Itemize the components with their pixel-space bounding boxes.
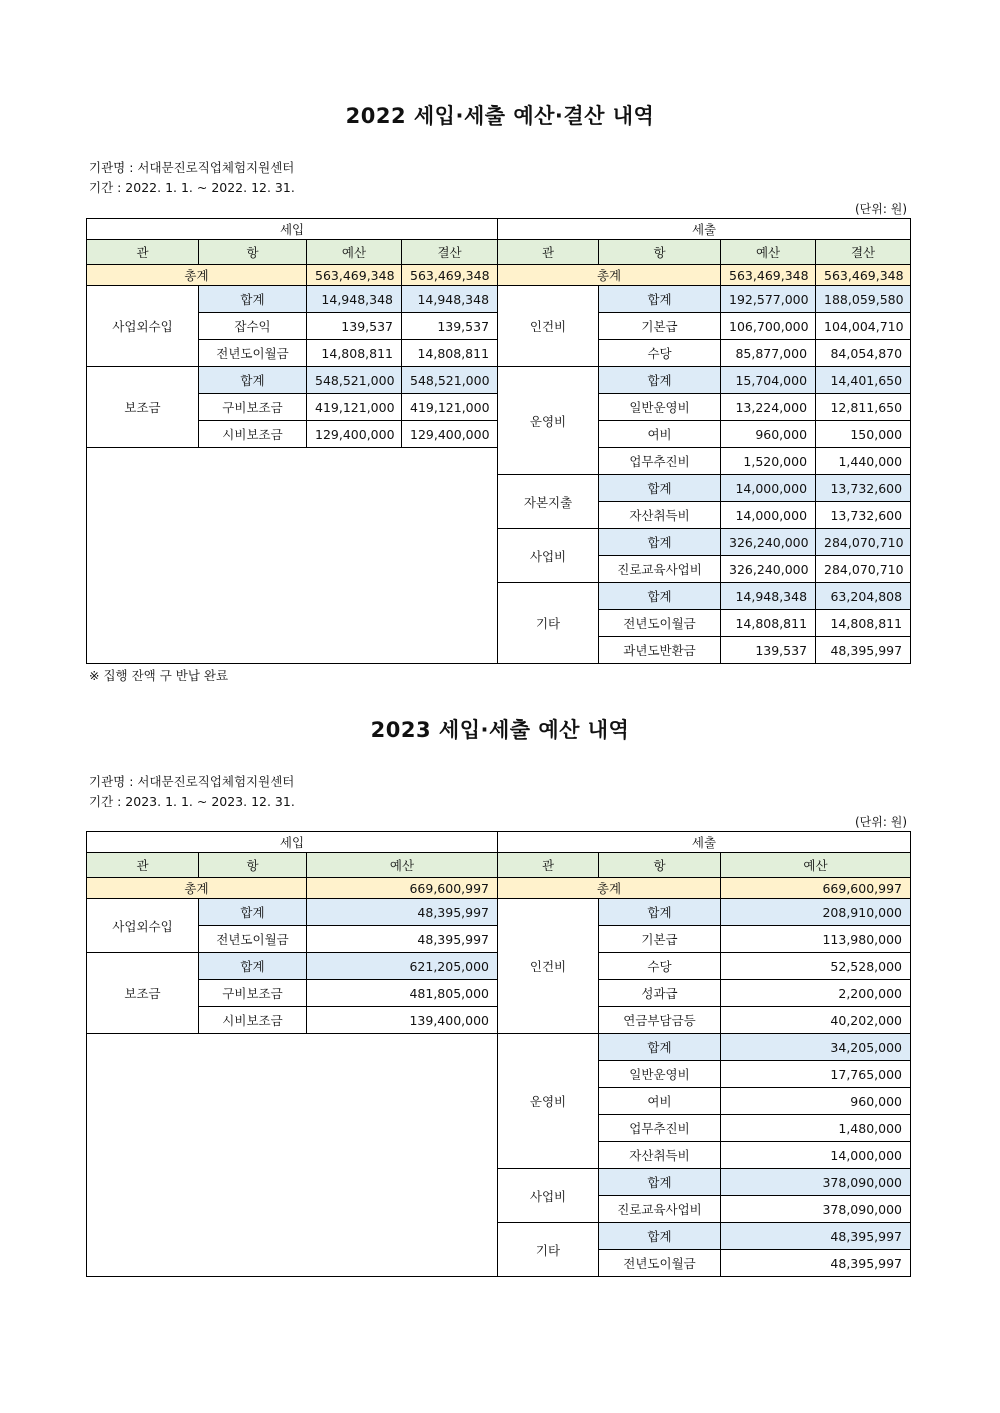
col-settlement: 결산 (816, 240, 911, 265)
exp-hang: 진로교육사업비 (599, 556, 721, 583)
col-hang: 항 (199, 240, 307, 265)
exp-settle: 284,070,710 (816, 556, 911, 583)
col-settlement: 결산 (402, 240, 498, 265)
col-gwan: 관 (498, 240, 599, 265)
exp-hang: 전년도이월금 (599, 610, 721, 637)
rev-settle: 14,948,348 (402, 286, 498, 313)
exp-budget: 14,000,000 (721, 475, 816, 502)
exp-hang: 합계 (599, 1034, 721, 1061)
exp-settle: 13,732,600 (816, 502, 911, 529)
budget-table-2023 (86, 831, 911, 1277)
exp-budget: 1,520,000 (721, 448, 816, 475)
col-gwan: 관 (87, 240, 199, 265)
rev-budget: 139,400,000 (307, 1007, 498, 1034)
exp-budget: 85,877,000 (721, 340, 816, 367)
header-row-top (87, 219, 911, 240)
exp-hang: 연금부담금등 (599, 1007, 721, 1034)
total-exp-budget: 669,600,997 (721, 878, 911, 899)
rev-budget: 621,205,000 (307, 953, 498, 980)
exp-hang: 합계 (599, 286, 721, 313)
rev-budget: 129,400,000 (307, 421, 402, 448)
rev-hang: 시비보조금 (199, 421, 307, 448)
col-gwan: 관 (87, 853, 199, 878)
total-label: 총계 (87, 265, 307, 286)
rev-settle: 129,400,000 (402, 421, 498, 448)
exp-gwan: 인건비 (498, 899, 599, 1034)
exp-budget: 13,224,000 (721, 394, 816, 421)
exp-hang: 일반운영비 (599, 394, 721, 421)
exp-settle: 14,808,811 (816, 610, 911, 637)
exp-gwan: 사업비 (498, 529, 599, 583)
col-budget: 예산 (307, 240, 402, 265)
exp-settle: 84,054,870 (816, 340, 911, 367)
rev-gwan: 사업외수입 (87, 899, 199, 953)
total-exp-budget: 563,469,348 (721, 265, 816, 286)
exp-budget: 52,528,000 (721, 953, 911, 980)
total-label: 총계 (87, 878, 307, 899)
exp-settle: 188,059,580 (816, 286, 911, 313)
meta-2023 (89, 772, 295, 812)
rev-settle: 419,121,000 (402, 394, 498, 421)
rev-hang: 전년도이월금 (199, 340, 307, 367)
revenue-header: 세입 (87, 219, 498, 240)
exp-budget: 2,200,000 (721, 980, 911, 1007)
total-rev-settle: 563,469,348 (402, 265, 498, 286)
rev-gwan: 보조금 (87, 953, 199, 1034)
rev-gwan: 사업외수입 (87, 286, 199, 367)
rev-budget: 548,521,000 (307, 367, 402, 394)
budget-table-2022 (86, 218, 911, 664)
exp-budget: 106,700,000 (721, 313, 816, 340)
exp-gwan: 기타 (498, 583, 599, 664)
table-row (87, 899, 911, 926)
rev-hang: 합계 (199, 286, 307, 313)
empty-revenue-area (87, 1034, 498, 1277)
exp-hang: 합계 (599, 583, 721, 610)
exp-gwan: 기타 (498, 1223, 599, 1277)
exp-settle: 48,395,997 (816, 637, 911, 664)
exp-budget: 15,704,000 (721, 367, 816, 394)
unit-label-2023: (단위: 원) (855, 815, 907, 829)
exp-budget: 326,240,000 (721, 556, 816, 583)
table-row (87, 286, 911, 313)
rev-budget: 14,808,811 (307, 340, 402, 367)
exp-hang: 합계 (599, 899, 721, 926)
unit-label-2022: (단위: 원) (855, 202, 907, 216)
exp-settle: 104,004,710 (816, 313, 911, 340)
empty-revenue-area (87, 448, 498, 664)
exp-budget: 1,480,000 (721, 1115, 911, 1142)
table-row (87, 1034, 911, 1061)
rev-hang: 잡수익 (199, 313, 307, 340)
exp-hang: 합계 (599, 367, 721, 394)
col-budget: 예산 (721, 853, 911, 878)
exp-hang: 기본급 (599, 313, 721, 340)
exp-settle: 150,000 (816, 421, 911, 448)
title-2022: 2022 세입·세출 예산·결산 내역 (345, 104, 655, 128)
exp-gwan: 자본지출 (498, 475, 599, 529)
rev-hang: 구비보조금 (199, 980, 307, 1007)
revenue-header: 세입 (87, 832, 498, 853)
exp-settle: 14,401,650 (816, 367, 911, 394)
expense-header: 세출 (498, 219, 911, 240)
meta-2022 (89, 158, 295, 198)
exp-budget: 378,090,000 (721, 1196, 911, 1223)
rev-budget: 48,395,997 (307, 926, 498, 953)
column-header-row (87, 853, 911, 878)
exp-budget: 34,205,000 (721, 1034, 911, 1061)
col-gwan: 관 (498, 853, 599, 878)
exp-hang: 진로교육사업비 (599, 1196, 721, 1223)
exp-gwan: 인건비 (498, 286, 599, 367)
total-rev-budget: 669,600,997 (307, 878, 498, 899)
exp-gwan: 사업비 (498, 1169, 599, 1223)
note-2022: ※ 집행 잔액 구 반납 완료 (89, 668, 229, 683)
rev-settle: 14,808,811 (402, 340, 498, 367)
col-hang: 항 (599, 240, 721, 265)
org-name-2022: 기관명 : 서대문진로직업체험지원센터 (89, 160, 295, 175)
exp-settle: 12,811,650 (816, 394, 911, 421)
exp-hang: 기본급 (599, 926, 721, 953)
rev-gwan: 보조금 (87, 367, 199, 448)
rev-hang: 합계 (199, 899, 307, 926)
exp-settle: 1,440,000 (816, 448, 911, 475)
exp-hang: 합계 (599, 475, 721, 502)
exp-hang: 과년도반환금 (599, 637, 721, 664)
exp-budget: 40,202,000 (721, 1007, 911, 1034)
rev-hang: 합계 (199, 367, 307, 394)
total-exp-settle: 563,469,348 (816, 265, 911, 286)
total-label: 총계 (498, 265, 721, 286)
exp-budget: 14,000,000 (721, 502, 816, 529)
exp-budget: 14,948,348 (721, 583, 816, 610)
total-row (87, 265, 911, 286)
rev-hang: 시비보조금 (199, 1007, 307, 1034)
exp-budget: 113,980,000 (721, 926, 911, 953)
rev-settle: 548,521,000 (402, 367, 498, 394)
column-header-row (87, 240, 911, 265)
col-hang: 항 (199, 853, 307, 878)
exp-budget: 17,765,000 (721, 1061, 911, 1088)
exp-hang: 합계 (599, 529, 721, 556)
total-row (87, 878, 911, 899)
header-row-top (87, 832, 911, 853)
total-rev-budget: 563,469,348 (307, 265, 402, 286)
exp-gwan: 운영비 (498, 1034, 599, 1169)
exp-budget: 208,910,000 (721, 899, 911, 926)
exp-hang: 자산취득비 (599, 1142, 721, 1169)
col-budget: 예산 (721, 240, 816, 265)
exp-hang: 수당 (599, 953, 721, 980)
rev-hang: 전년도이월금 (199, 926, 307, 953)
exp-hang: 자산취득비 (599, 502, 721, 529)
exp-settle: 13,732,600 (816, 475, 911, 502)
exp-budget: 192,577,000 (721, 286, 816, 313)
rev-settle: 139,537 (402, 313, 498, 340)
expense-header: 세출 (498, 832, 911, 853)
exp-hang: 합계 (599, 1169, 721, 1196)
exp-hang: 여비 (599, 1088, 721, 1115)
exp-budget: 378,090,000 (721, 1169, 911, 1196)
exp-settle: 63,204,808 (816, 583, 911, 610)
exp-budget: 960,000 (721, 1088, 911, 1115)
exp-budget: 139,537 (721, 637, 816, 664)
period-2022: 기간 : 2022. 1. 1. ~ 2022. 12. 31. (89, 180, 295, 195)
exp-budget: 14,808,811 (721, 610, 816, 637)
rev-budget: 48,395,997 (307, 899, 498, 926)
exp-budget: 960,000 (721, 421, 816, 448)
period-2023: 기간 : 2023. 1. 1. ~ 2023. 12. 31. (89, 794, 295, 809)
exp-budget: 48,395,997 (721, 1250, 911, 1277)
title-2023: 2023 세입·세출 예산 내역 (370, 718, 630, 742)
exp-settle: 284,070,710 (816, 529, 911, 556)
exp-hang: 업무추진비 (599, 1115, 721, 1142)
rev-budget: 419,121,000 (307, 394, 402, 421)
exp-gwan: 운영비 (498, 367, 599, 475)
exp-budget: 48,395,997 (721, 1223, 911, 1250)
exp-budget: 14,000,000 (721, 1142, 911, 1169)
exp-hang: 성과급 (599, 980, 721, 1007)
org-name-2023: 기관명 : 서대문진로직업체험지원센터 (89, 774, 295, 789)
rev-budget: 139,537 (307, 313, 402, 340)
exp-hang: 여비 (599, 421, 721, 448)
rev-hang: 구비보조금 (199, 394, 307, 421)
rev-hang: 합계 (199, 953, 307, 980)
rev-budget: 14,948,348 (307, 286, 402, 313)
exp-hang: 일반운영비 (599, 1061, 721, 1088)
exp-hang: 합계 (599, 1223, 721, 1250)
col-hang: 항 (599, 853, 721, 878)
rev-budget: 481,805,000 (307, 980, 498, 1007)
col-budget: 예산 (307, 853, 498, 878)
table-row (87, 367, 911, 394)
exp-hang: 전년도이월금 (599, 1250, 721, 1277)
exp-budget: 326,240,000 (721, 529, 816, 556)
exp-hang: 수당 (599, 340, 721, 367)
total-label: 총계 (498, 878, 721, 899)
exp-hang: 업무추진비 (599, 448, 721, 475)
